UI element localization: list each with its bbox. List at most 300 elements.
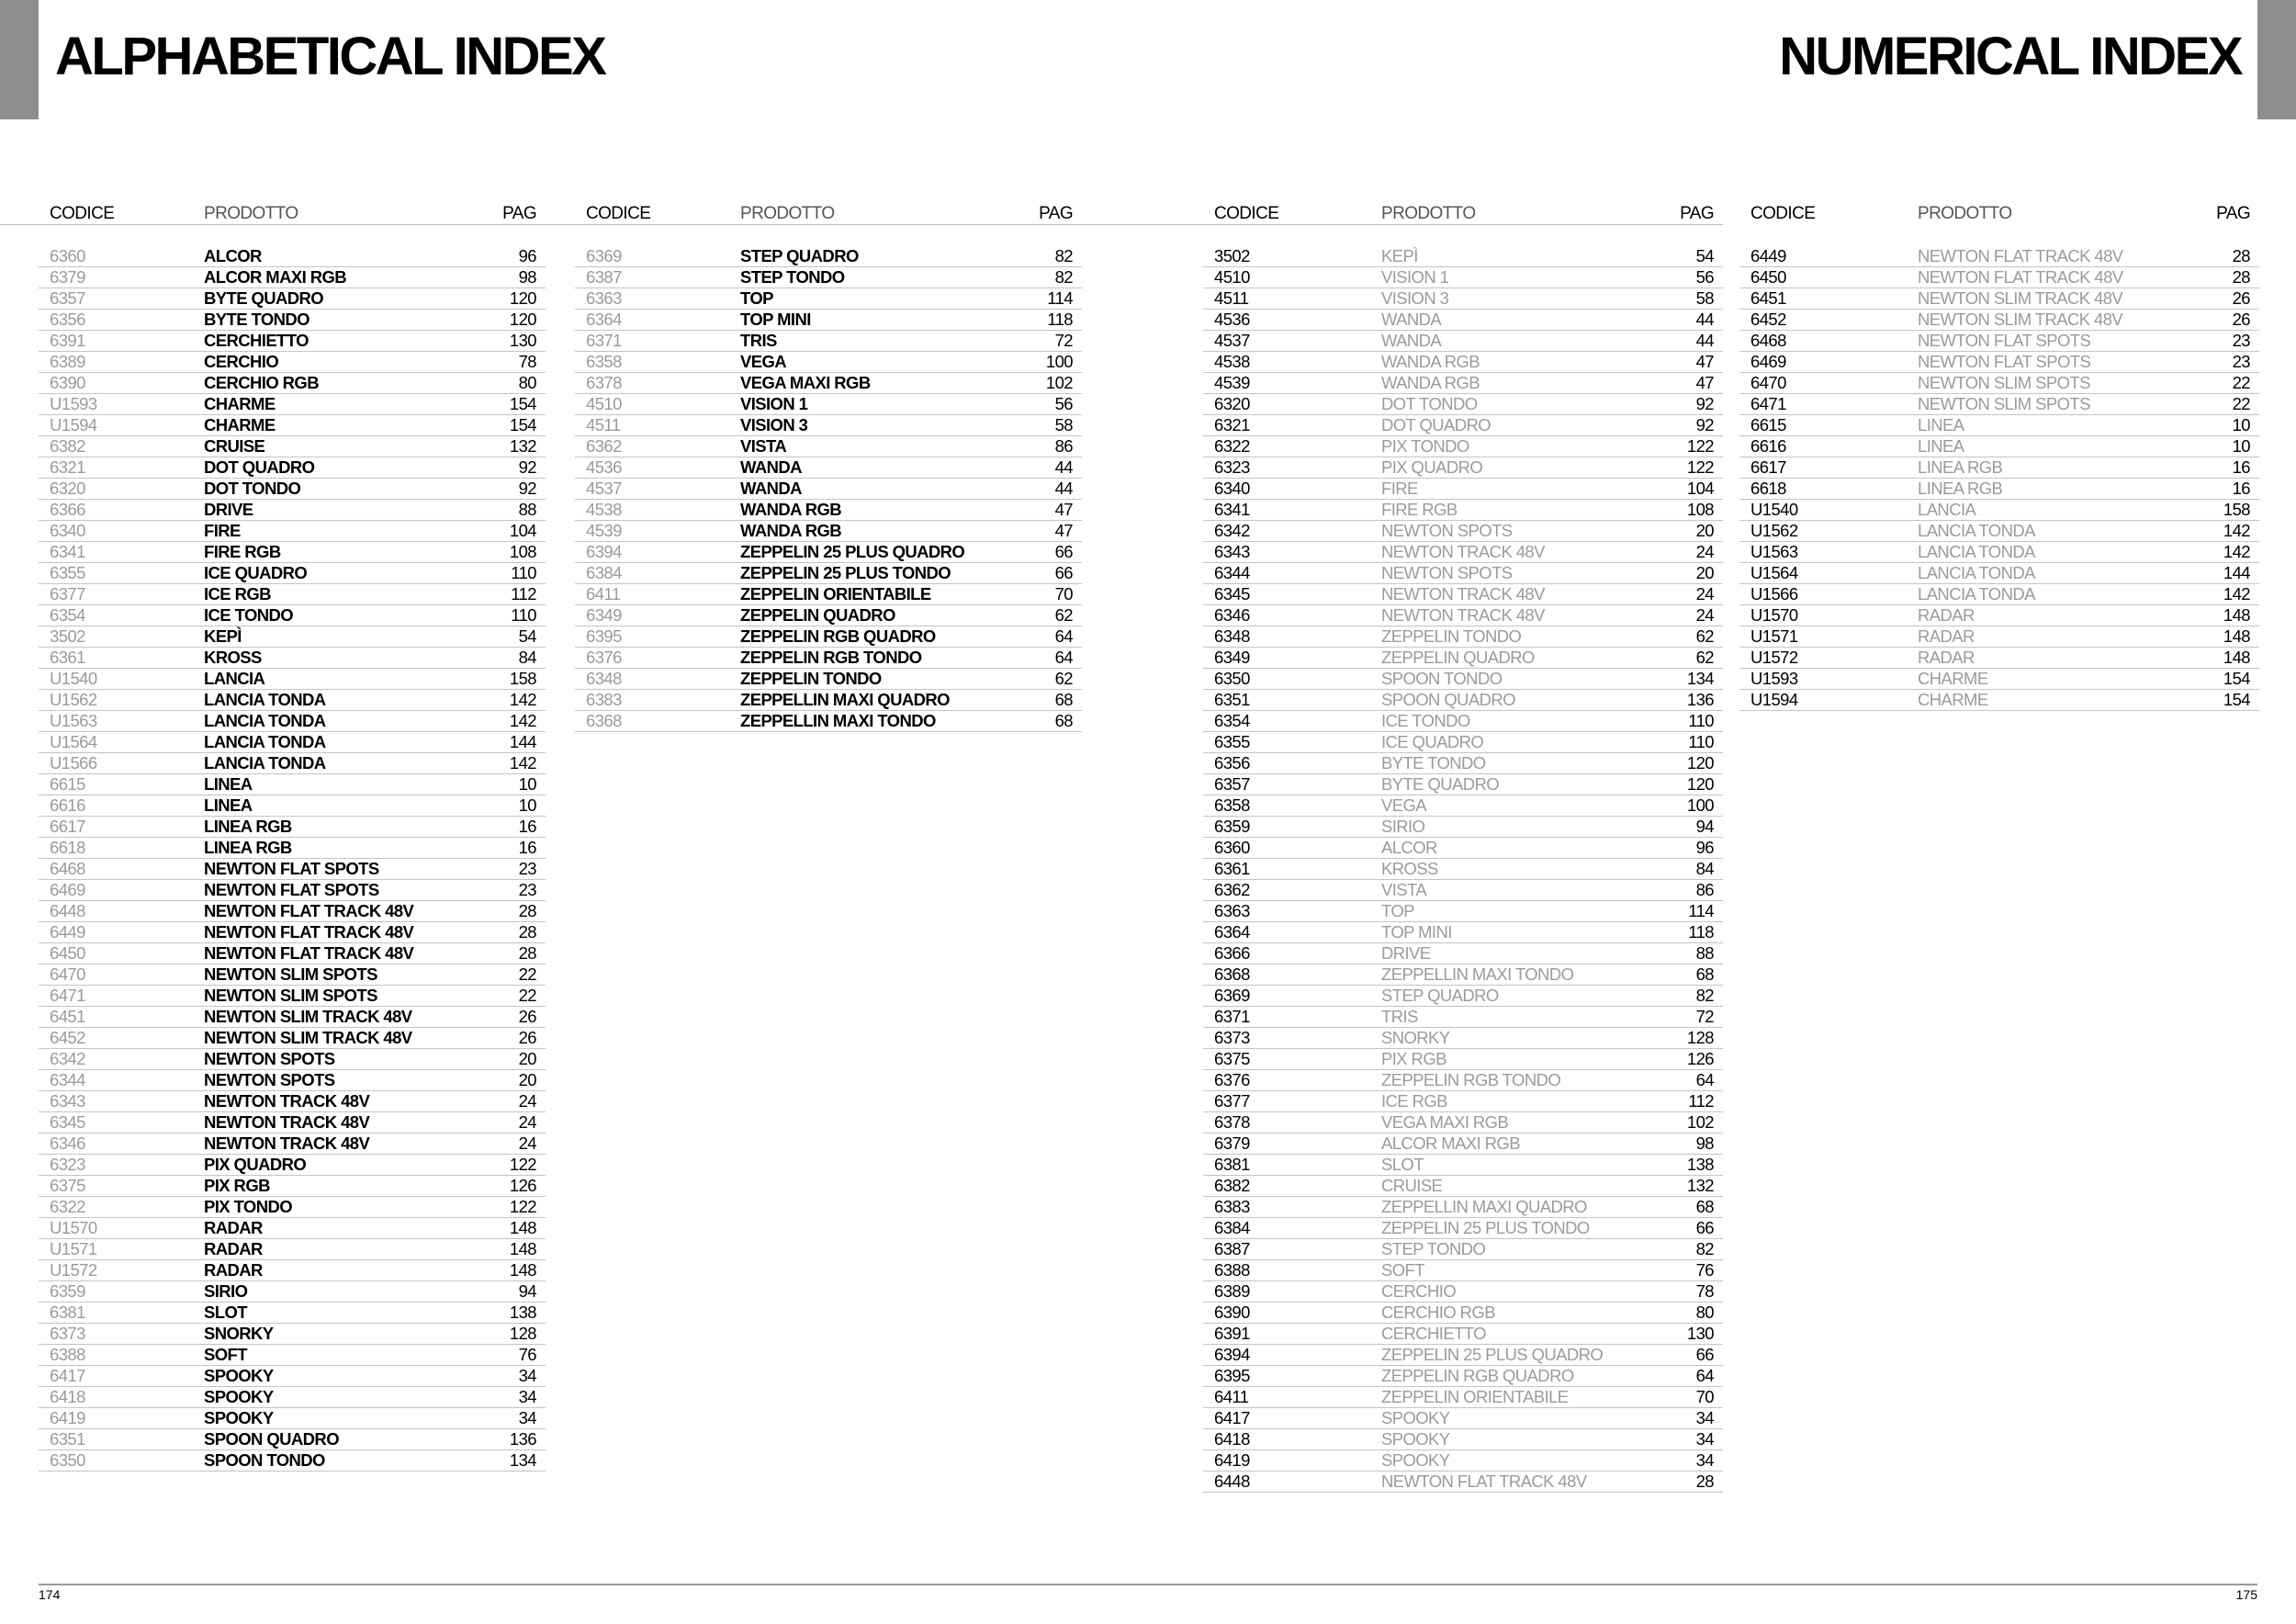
- table-row: [1203, 1366, 1723, 1387]
- page-ref: 110: [1688, 732, 1714, 751]
- page-ref: 88: [518, 500, 536, 519]
- product-code: 6471: [1750, 394, 1786, 413]
- product-name: SPOON TONDO: [204, 1450, 325, 1470]
- page-ref: 28: [2232, 246, 2250, 265]
- table-row: [39, 859, 546, 880]
- table-row: [1203, 986, 1723, 1007]
- page-ref: 108: [1686, 500, 1714, 519]
- product-name: LANCIA TONDA: [204, 690, 326, 709]
- table-row: [1203, 1028, 1723, 1049]
- product-code: 6387: [1214, 1239, 1250, 1258]
- product-code: 6379: [50, 267, 85, 287]
- product-code: 6376: [586, 648, 622, 667]
- table-row: [39, 1112, 546, 1133]
- table-row: [39, 943, 546, 964]
- product-code: 6368: [586, 711, 622, 730]
- table-row: [1203, 1133, 1723, 1155]
- page-ref: 23: [518, 880, 536, 899]
- product-name: VEGA: [740, 352, 787, 371]
- product-name: CHARME: [1918, 669, 1988, 688]
- product-code: 6378: [1214, 1112, 1250, 1132]
- page-ref: 82: [1054, 246, 1073, 265]
- product-code: 3502: [1214, 246, 1250, 265]
- page-ref: 148: [509, 1239, 536, 1258]
- product-name: WANDA: [740, 457, 802, 477]
- page-ref: 110: [1688, 711, 1714, 730]
- product-code: 6381: [1214, 1155, 1250, 1174]
- product-name: SLOT: [1381, 1155, 1424, 1174]
- page-ref: 24: [1695, 605, 1714, 625]
- product-code: 6363: [586, 288, 622, 308]
- table-row: [39, 922, 546, 943]
- page-ref: 148: [2223, 648, 2250, 667]
- table-row: [1203, 310, 1723, 331]
- page-ref: 68: [1054, 690, 1073, 709]
- page-ref: 128: [509, 1324, 536, 1343]
- table-row: [1203, 626, 1723, 648]
- product-code: 6340: [1214, 479, 1250, 498]
- product-name: ZEPPELIN 25 PLUS TONDO: [740, 563, 951, 582]
- product-name: SIRIO: [204, 1281, 248, 1301]
- product-code: 6351: [1214, 690, 1250, 709]
- page-ref: 66: [1695, 1218, 1714, 1237]
- table-row: [1203, 1007, 1723, 1028]
- page-ref: 120: [1686, 753, 1714, 773]
- table-row: [1203, 880, 1723, 901]
- table-row: [1739, 626, 2259, 648]
- product-name: ALCOR: [204, 246, 262, 265]
- product-name: NEWTON FLAT TRACK 48V: [204, 943, 414, 963]
- table-row: [39, 774, 546, 795]
- product-code: U1566: [1750, 584, 1798, 603]
- product-name: RADAR: [204, 1239, 263, 1258]
- table-row: [39, 1429, 546, 1450]
- product-name: ZEPPELIN RGB TONDO: [1381, 1070, 1561, 1089]
- product-code: 6346: [50, 1133, 85, 1153]
- product-name: NEWTON SPOTS: [204, 1049, 335, 1068]
- product-name: KEPÌ: [1381, 246, 1418, 265]
- left-section-tab: [0, 0, 39, 119]
- table-row: [1203, 690, 1723, 711]
- table-row: [39, 1303, 546, 1324]
- page-ref: 22: [2232, 373, 2250, 392]
- product-name: NEWTON TRACK 48V: [1381, 605, 1545, 625]
- header-code: CODICE: [586, 204, 651, 223]
- product-code: 6448: [1214, 1472, 1250, 1491]
- page-ref: 16: [518, 838, 536, 857]
- header-product: PRODOTTO: [204, 204, 298, 223]
- page-ref: 64: [1054, 626, 1073, 646]
- product-name: TRIS: [1381, 1007, 1418, 1026]
- page-ref: 154: [2223, 690, 2250, 709]
- table-row: [39, 479, 546, 500]
- table-row: [39, 964, 546, 986]
- table-row: [1739, 457, 2259, 479]
- page-ref: 24: [1695, 584, 1714, 603]
- product-name: FIRE RGB: [1381, 500, 1458, 519]
- table-row: [1203, 817, 1723, 838]
- product-name: NEWTON SLIM TRACK 48V: [204, 1028, 412, 1047]
- page-ref: 76: [1695, 1260, 1714, 1280]
- product-code: 6384: [586, 563, 622, 582]
- product-code: 6371: [586, 331, 622, 350]
- product-code: 6359: [50, 1281, 85, 1301]
- table-row: [1203, 542, 1723, 563]
- product-name: WANDA RGB: [1381, 373, 1480, 392]
- page-ref: 44: [1054, 479, 1073, 498]
- product-name: VISION 3: [1381, 288, 1449, 308]
- product-name: STEP QUADRO: [1381, 986, 1499, 1005]
- product-name: NEWTON SLIM SPOTS: [204, 964, 377, 984]
- header-product: PRODOTTO: [1381, 204, 1476, 223]
- product-name: CRUISE: [204, 436, 265, 456]
- table-row: [39, 500, 546, 521]
- product-code: 4536: [1214, 310, 1250, 329]
- product-code: 6450: [50, 943, 85, 963]
- page-ref: 96: [1695, 838, 1714, 857]
- page-ref: 86: [1695, 880, 1714, 899]
- page-ref: 138: [1686, 1155, 1714, 1174]
- product-code: 6322: [1214, 436, 1250, 456]
- page-ref: 24: [518, 1112, 536, 1132]
- page-ref: 23: [2232, 352, 2250, 371]
- table-row: [1203, 1155, 1723, 1176]
- page-ref: 68: [1695, 964, 1714, 984]
- table-row: [575, 267, 1082, 288]
- page-ref: 28: [518, 901, 536, 920]
- product-code: 6377: [50, 584, 85, 603]
- table-body: [39, 246, 546, 1472]
- page-ref: 58: [1054, 415, 1073, 434]
- table-row: [39, 669, 546, 690]
- page-ref: 88: [1695, 943, 1714, 963]
- table-row: [39, 1387, 546, 1408]
- page-ref: 118: [1047, 310, 1073, 329]
- product-code: 6377: [1214, 1091, 1250, 1111]
- product-name: WANDA RGB: [740, 500, 842, 519]
- product-code: 6373: [1214, 1028, 1250, 1047]
- product-name: CERCHIO RGB: [204, 373, 319, 392]
- product-code: 6359: [1214, 817, 1250, 836]
- table-row: [1203, 648, 1723, 669]
- page-ref: 138: [509, 1303, 536, 1322]
- product-name: NEWTON SLIM SPOTS: [204, 986, 377, 1005]
- page-ref: 96: [518, 246, 536, 265]
- product-name: RADAR: [204, 1260, 263, 1280]
- table-row: [1203, 605, 1723, 626]
- page-ref: 104: [509, 521, 536, 540]
- page-ref: 94: [1695, 817, 1714, 836]
- page-ref: 118: [1688, 922, 1714, 942]
- product-name: DOT TONDO: [1381, 394, 1478, 413]
- product-code: U1572: [50, 1260, 97, 1280]
- product-code: 6383: [586, 690, 622, 709]
- product-code: U1570: [50, 1218, 97, 1237]
- product-code: 6358: [586, 352, 622, 371]
- product-name: FIRE: [1381, 479, 1418, 498]
- product-name: BYTE TONDO: [1381, 753, 1486, 773]
- product-name: NEWTON SLIM SPOTS: [1918, 373, 2090, 392]
- table-row: [1739, 373, 2259, 394]
- table-row: [39, 1049, 546, 1070]
- page-ref: 122: [1686, 457, 1714, 477]
- page-ref: 98: [518, 267, 536, 287]
- product-code: 4537: [586, 479, 622, 498]
- product-code: 6388: [1214, 1260, 1250, 1280]
- header-page: PAG: [1680, 204, 1714, 223]
- table-row: [1203, 246, 1723, 267]
- product-code: 6382: [1214, 1176, 1250, 1195]
- product-code: 6357: [1214, 774, 1250, 794]
- product-name: RADAR: [1918, 648, 1975, 667]
- header-page: PAG: [502, 204, 536, 223]
- table-row: [575, 648, 1082, 669]
- num-column-2: [1739, 200, 2259, 711]
- page-ref: 112: [511, 584, 536, 603]
- page-ref: 34: [1695, 1450, 1714, 1470]
- table-row: [575, 394, 1082, 415]
- product-name: PIX TONDO: [1381, 436, 1469, 456]
- product-code: 6321: [1214, 415, 1250, 434]
- product-name: LINEA RGB: [1918, 457, 2003, 477]
- page-ref: 84: [1695, 859, 1714, 878]
- table-row: [39, 1450, 546, 1472]
- page-ref: 56: [1695, 267, 1714, 287]
- table-row: [39, 1239, 546, 1260]
- table-row: [1739, 648, 2259, 669]
- table-row: [1203, 394, 1723, 415]
- table-row: [39, 457, 546, 479]
- page-ref: 64: [1054, 648, 1073, 667]
- table-body: [575, 246, 1082, 732]
- table-row: [1739, 669, 2259, 690]
- page-ref: 54: [1695, 246, 1714, 265]
- product-name: SPOOKY: [1381, 1450, 1450, 1470]
- table-row: [39, 1281, 546, 1303]
- product-name: RADAR: [1918, 626, 1975, 646]
- table-row: [1739, 479, 2259, 500]
- product-name: VEGA: [1381, 795, 1427, 815]
- page-ref: 126: [1686, 1049, 1714, 1068]
- table-row: [575, 373, 1082, 394]
- product-code: 6417: [1214, 1408, 1250, 1427]
- page-ref: 122: [509, 1155, 536, 1174]
- product-name: NEWTON TRACK 48V: [204, 1112, 370, 1132]
- product-code: 4539: [586, 521, 622, 540]
- product-name: NEWTON TRACK 48V: [1381, 542, 1545, 561]
- product-code: 6617: [50, 817, 85, 836]
- table-row: [1203, 521, 1723, 542]
- page-ref: 47: [1054, 521, 1073, 540]
- page-ref: 142: [509, 690, 536, 709]
- product-code: 6391: [50, 331, 85, 350]
- product-name: CERCHIETTO: [1381, 1324, 1486, 1343]
- product-code: 6376: [1214, 1070, 1250, 1089]
- product-code: 6357: [50, 288, 85, 308]
- table-row: [1203, 1239, 1723, 1260]
- product-name: ICE TONDO: [204, 605, 294, 625]
- page-ref: 16: [2232, 479, 2250, 498]
- table-row: [1739, 310, 2259, 331]
- product-code: 6468: [1750, 331, 1786, 350]
- table-row: [1203, 732, 1723, 753]
- product-code: 6344: [1214, 563, 1250, 582]
- product-name: VEGA MAXI RGB: [1381, 1112, 1509, 1132]
- product-name: ZEPPELIN QUADRO: [1381, 648, 1535, 667]
- table-row: [1203, 373, 1723, 394]
- table-row: [575, 563, 1082, 584]
- page-ref: 66: [1054, 542, 1073, 561]
- table-row: [39, 901, 546, 922]
- table-row: [39, 1345, 546, 1366]
- product-name: ZEPPELLIN MAXI TONDO: [740, 711, 936, 730]
- table-row: [39, 986, 546, 1007]
- table-row: [39, 288, 546, 310]
- product-name: CHARME: [204, 394, 276, 413]
- product-code: 6373: [50, 1324, 85, 1343]
- product-name: LINEA: [1918, 415, 1964, 434]
- product-name: ZEPPELLIN MAXI QUADRO: [1381, 1197, 1587, 1216]
- product-code: 6348: [1214, 626, 1250, 646]
- page-ref: 22: [518, 964, 536, 984]
- product-name: NEWTON FLAT SPOTS: [204, 880, 379, 899]
- page-ref: 47: [1054, 500, 1073, 519]
- page-ref: 68: [1695, 1197, 1714, 1216]
- table-row: [575, 479, 1082, 500]
- table-row: [39, 880, 546, 901]
- product-code: 6341: [1214, 500, 1250, 519]
- product-code: 6469: [50, 880, 85, 899]
- product-code: U1594: [1750, 690, 1798, 709]
- table-row: [575, 288, 1082, 310]
- table-row: [1203, 1260, 1723, 1281]
- page-ref: 142: [509, 753, 536, 773]
- table-row: [575, 415, 1082, 436]
- product-code: 6369: [586, 246, 622, 265]
- product-name: VISION 3: [740, 415, 808, 434]
- product-name: NEWTON TRACK 48V: [204, 1091, 370, 1111]
- table-row: [575, 457, 1082, 479]
- table-row: [1203, 436, 1723, 457]
- page-ref: 92: [518, 479, 536, 498]
- product-name: ZEPPELIN TONDO: [1381, 626, 1522, 646]
- product-code: 6616: [1750, 436, 1786, 456]
- product-name: LANCIA TONDA: [204, 753, 326, 773]
- page-ref: 102: [1045, 373, 1073, 392]
- alpha-column-1: [39, 200, 546, 1472]
- page-ref: 100: [1686, 795, 1714, 815]
- product-code: 6470: [50, 964, 85, 984]
- product-code: 6383: [1214, 1197, 1250, 1216]
- product-code: 6341: [50, 542, 85, 561]
- page-ref: 70: [1054, 584, 1073, 603]
- product-name: NEWTON SPOTS: [204, 1070, 335, 1089]
- page-ref: 78: [518, 352, 536, 371]
- page-ref: 92: [518, 457, 536, 477]
- product-code: 6615: [50, 774, 85, 794]
- product-code: 6361: [50, 648, 85, 667]
- table-row: [575, 246, 1082, 267]
- header-product: PRODOTTO: [1918, 204, 2012, 223]
- product-name: SIRIO: [1381, 817, 1425, 836]
- page-ref: 22: [2232, 394, 2250, 413]
- product-name: LANCIA TONDA: [1918, 521, 2035, 540]
- table-row: [39, 352, 546, 373]
- product-name: SPOOKY: [1381, 1429, 1450, 1449]
- page-ref: 54: [518, 626, 536, 646]
- product-code: 6345: [50, 1112, 85, 1132]
- table-row: [1739, 436, 2259, 457]
- page-ref: 34: [1695, 1408, 1714, 1427]
- table-row: [1203, 943, 1723, 964]
- page-ref: 24: [1695, 542, 1714, 561]
- product-name: TOP: [740, 288, 773, 308]
- numerical-index-title: NUMERICAL INDEX: [1779, 27, 2241, 86]
- page-number-left: 174: [39, 1587, 61, 1602]
- product-name: DRIVE: [204, 500, 253, 519]
- product-name: CERCHIO: [1381, 1281, 1457, 1301]
- product-name: LANCIA TONDA: [1918, 542, 2035, 561]
- product-code: 6451: [50, 1007, 85, 1026]
- page-ref: 92: [1695, 415, 1714, 434]
- table-row: [1739, 352, 2259, 373]
- product-code: U1562: [1750, 521, 1798, 540]
- product-code: 6390: [1214, 1303, 1250, 1322]
- product-name: SPOOKY: [204, 1387, 274, 1406]
- table-row: [1739, 690, 2259, 711]
- product-code: 6418: [50, 1387, 85, 1406]
- product-code: 6351: [50, 1429, 85, 1449]
- product-code: 6323: [1214, 457, 1250, 477]
- table-row: [1203, 1324, 1723, 1345]
- product-code: 4510: [1214, 267, 1250, 287]
- product-code: 6452: [50, 1028, 85, 1047]
- product-code: 6363: [1214, 901, 1250, 920]
- table-row: [1739, 584, 2259, 605]
- page-ref: 148: [509, 1260, 536, 1280]
- table-row: [39, 648, 546, 669]
- product-name: SNORKY: [1381, 1028, 1450, 1047]
- product-name: FIRE RGB: [204, 542, 281, 561]
- table-row: [1203, 669, 1723, 690]
- product-code: U1566: [50, 753, 97, 773]
- table-row: [39, 331, 546, 352]
- page-ref: 20: [1695, 563, 1714, 582]
- table-row: [1203, 1472, 1723, 1493]
- product-name: NEWTON SPOTS: [1381, 521, 1513, 540]
- product-name: ZEPPELIN RGB QUADRO: [740, 626, 936, 646]
- product-code: 6342: [50, 1049, 85, 1068]
- table-row: [1203, 1408, 1723, 1429]
- product-code: 6364: [586, 310, 622, 329]
- table-row: [1203, 1345, 1723, 1366]
- product-name: ZEPPELIN 25 PLUS QUADRO: [740, 542, 965, 561]
- product-code: 6395: [586, 626, 622, 646]
- product-code: 6362: [1214, 880, 1250, 899]
- table-row: [39, 1176, 546, 1197]
- table-row: [39, 732, 546, 753]
- product-name: LINEA RGB: [204, 817, 292, 836]
- product-name: LANCIA TONDA: [204, 732, 326, 751]
- page-ref: 102: [1686, 1112, 1714, 1132]
- page-ref: 114: [1688, 901, 1714, 920]
- product-code: 6355: [1214, 732, 1250, 751]
- product-code: 6618: [1750, 479, 1786, 498]
- table-row: [575, 331, 1082, 352]
- product-code: 6320: [50, 479, 85, 498]
- product-name: KEPÌ: [204, 626, 242, 646]
- table-row: [1739, 246, 2259, 267]
